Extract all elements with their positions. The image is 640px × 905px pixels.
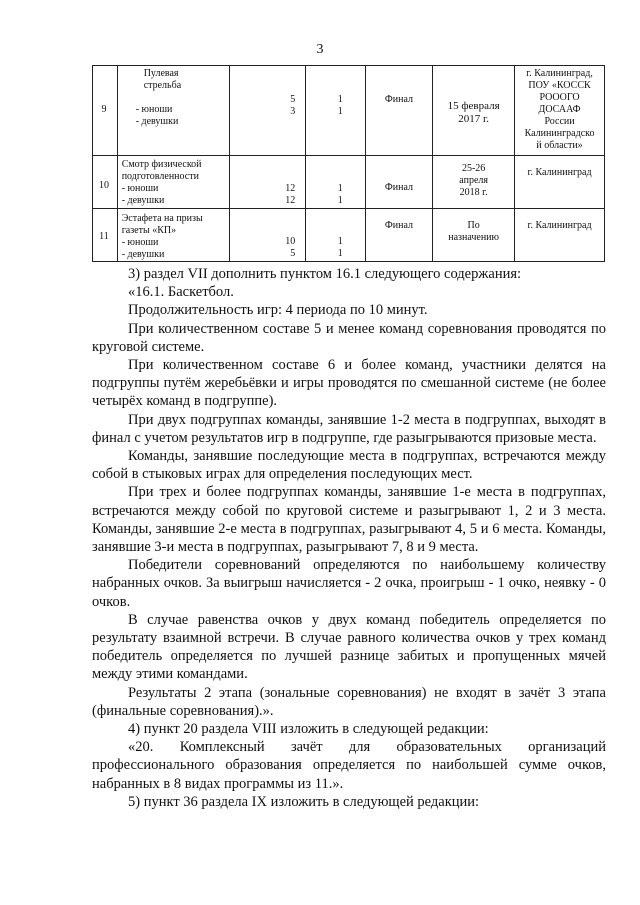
- row-number: 11: [93, 209, 118, 262]
- paragraph: Результаты 2 этапа (зональные соревнования) не входят в зачёт 3 этапа (финальные соревнования).».: [92, 684, 606, 719]
- paragraph: При трех и более подгруппах команды, занявшие 1-е места в подгруппах, встречаются между собой по круговой системе и разыгрывают 1, 2 и 3 места. Команды, занявшие 2-е места в подгруппах, разыгрывают 4, 5 и 6 места. Команды, занявшие 3-и места в подгруппах, разыгрывают 7, 8 и 9 места.: [92, 484, 606, 556]
- event-place: г. Калининград: [515, 156, 605, 209]
- members-count: 1 1: [306, 209, 366, 262]
- stage: Финал: [365, 156, 432, 209]
- stage: Финал: [365, 209, 432, 262]
- paragraph: При двух подгруппах команды, занявшие 1-2 места в подгруппах, выходят в финал с учетом результатов игр в подгруппе, где разыгрываются призовые места.: [92, 411, 606, 446]
- paragraph: В случае равенства очков у двух команд победитель определяется по результату взаимной встречи. В случае равного количества очков у трех команд победитель определяется по лучшей разнице забитых и пропущенных мячей между этими командами.: [92, 611, 606, 683]
- page-number: 3: [316, 42, 324, 57]
- teams-count: 5 3: [229, 66, 305, 156]
- event-name: Эстафета на призы газеты «КП» - юноши - девушки: [117, 209, 229, 262]
- row-number: 9: [93, 66, 118, 156]
- members-count: 1 1: [306, 156, 366, 209]
- event-name: Смотр физической подготовленности - юноши - девушки: [117, 156, 229, 209]
- table-row: [93, 156, 605, 209]
- teams-count: 10 5: [229, 209, 305, 262]
- paragraph: «20. Комплексный зачёт для образовательных организаций профессионального образования определяется по наибольшей сумме очков, набранных в 8 видах программы из 11.».: [92, 739, 606, 792]
- paragraph: 4) пункт 20 раздела VIII изложить в следующей редакции:: [128, 721, 489, 738]
- paragraph: При количественном составе 6 и более команд, участники делятся на подгруппы путём жеребьёвки и игры проводятся по смешанной системе (не более четырёх команд в подгруппе).: [92, 357, 606, 410]
- event-place: г. Калининград, ПОУ «КОССК РОООГО ДОСААФ России Калининградско й области»: [515, 66, 605, 156]
- paragraph: Команды, занявшие последующие места в подгруппах, встречаются между собой в стыковых играх для определения последующих мест.: [92, 448, 606, 483]
- paragraph: При количественном составе 5 и менее команд соревнования проводятся по круговой системе.: [92, 320, 606, 355]
- paragraph: «16.1. Баскетбол.: [128, 284, 234, 301]
- event-date: По назначению: [433, 209, 515, 262]
- paragraph: Победители соревнований определяются по наибольшему количеству набранных очков. За выигрыш начисляется - 2 очка, проигрыш - 1 очко, неявку - 0 очков.: [92, 557, 606, 610]
- event-place: г. Калининград: [515, 209, 605, 262]
- event-name: Пулевая стрельба - юноши - девушки: [117, 66, 229, 156]
- table-row: [93, 209, 605, 262]
- teams-count: 12 12: [229, 156, 305, 209]
- paragraph: 5) пункт 36 раздела IX изложить в следующей редакции:: [128, 793, 480, 810]
- paragraph: Продолжительность игр: 4 периода по 10 минут.: [128, 302, 428, 319]
- members-count: 1 1: [306, 66, 366, 156]
- event-date: 25-26 апреля 2018 г.: [433, 156, 515, 209]
- events-table: [92, 65, 605, 262]
- table-row: [93, 66, 605, 156]
- document-body: [92, 265, 606, 811]
- event-date: 15 февраля 2017 г.: [433, 66, 515, 156]
- row-number: 10: [93, 156, 118, 209]
- stage: Финал: [365, 66, 432, 156]
- paragraph: 3) раздел VII дополнить пунктом 16.1 следующего содержания:: [128, 266, 522, 282]
